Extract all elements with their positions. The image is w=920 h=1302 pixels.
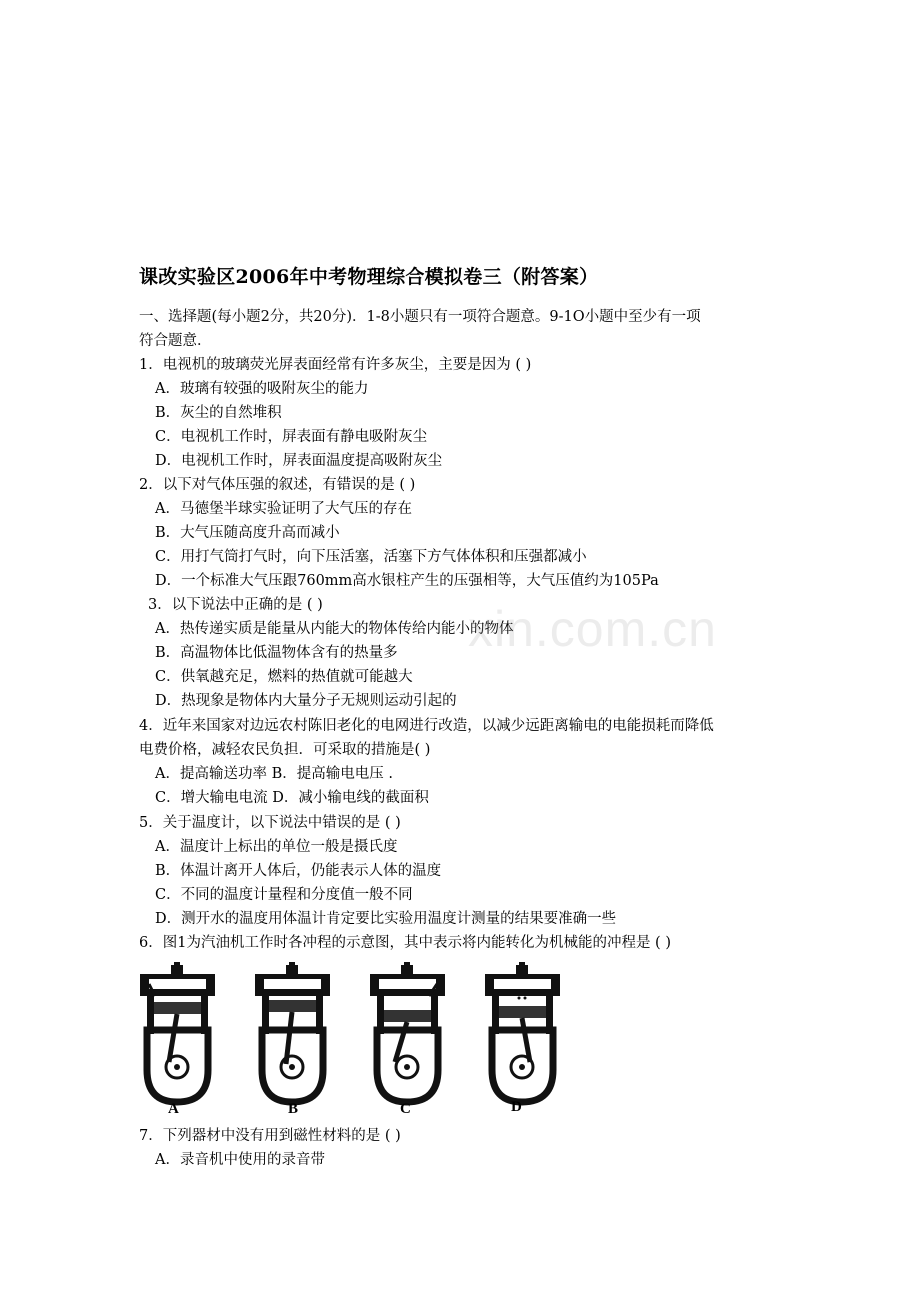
question-1-option-c: C．电视机工作时，屏表面有静电吸附灰尘 bbox=[155, 429, 428, 445]
engine-diagram-b bbox=[255, 962, 330, 1102]
figure-label-d: D bbox=[511, 1099, 522, 1115]
question-1-option-d: D．电视机工作时，屏表面温度提高吸附灰尘 bbox=[155, 453, 443, 469]
question-4-option-ab: A．提高输送功率 B．提高输电电压 . bbox=[155, 766, 393, 782]
question-2-option-d: D．一个标准大气压跟760mm高水银柱产生的压强相等，大气压值约为105Pa bbox=[155, 573, 659, 589]
figure-label-b: B bbox=[288, 1101, 299, 1117]
section-intro-line-1: 一、选择题(每小题2分，共20分)．1-8小题只有一项符合题意。9-1O小题中至少有一项 bbox=[139, 309, 701, 325]
question-4-stem-cont: 电费价格，减轻农民负担．可采取的措施是( ) bbox=[139, 742, 431, 758]
question-5-option-c: C．不同的温度计量程和分度值一般不同 bbox=[155, 887, 413, 903]
question-6-stem: 6．图1为汽油机工作时各冲程的示意图，其中表示将内能转化为机械能的冲程是 ( ) bbox=[139, 935, 671, 951]
question-3-stem: 3．以下说法中正确的是 ( ) bbox=[148, 597, 323, 613]
question-2-option-a: A．马德堡半球实验证明了大气压的存在 bbox=[155, 501, 412, 517]
question-5-stem: 5．关于温度计，以下说法中错误的是 ( ) bbox=[139, 815, 401, 831]
engine-diagram-a bbox=[140, 962, 215, 1102]
question-7-stem: 7．下列器材中没有用到磁性材料的是 ( ) bbox=[139, 1128, 401, 1144]
section-intro-line-2: 符合题意． bbox=[139, 333, 212, 349]
page-title: 课改实验区2006年中考物理综合模拟卷三（附答案） bbox=[139, 266, 599, 288]
question-4-stem: 4．近年来国家对边远农村陈旧老化的电网进行改造，以减少远距离输电的电能损耗而降低 bbox=[139, 718, 714, 734]
question-3-option-b: B．高温物体比低温物体含有的热量多 bbox=[155, 645, 398, 661]
question-4-option-cd: C．增大输电电流 D．减小输电线的截面积 bbox=[155, 790, 429, 806]
question-1-option-a: A．玻璃有较强的吸附灰尘的能力 bbox=[155, 381, 369, 397]
question-2-option-c: C．用打气筒打气时，向下压活塞，活塞下方气体体积和压强都减小 bbox=[155, 549, 587, 565]
figure-label-a: A bbox=[168, 1101, 179, 1117]
question-5-option-a: A．温度计上标出的单位一般是摄氏度 bbox=[155, 839, 398, 855]
question-5-option-d: D．测开水的温度用体温计肯定要比实验用温度计测量的结果要准确一些 bbox=[155, 911, 617, 927]
question-3-option-c: C．供氧越充足，燃料的热值就可能越大 bbox=[155, 669, 413, 685]
question-2-stem: 2．以下对气体压强的叙述，有错误的是 ( ) bbox=[139, 477, 416, 493]
engine-stroke-figures bbox=[135, 962, 565, 1117]
question-2-option-b: B．大气压随高度升高而减小 bbox=[155, 525, 340, 541]
engine-diagram-c bbox=[370, 962, 445, 1102]
question-7-option-a: A．录音机中使用的录音带 bbox=[155, 1152, 325, 1168]
question-1-option-b: B．灰尘的自然堆积 bbox=[155, 405, 282, 421]
watermark-text: xin.com.cn bbox=[468, 601, 717, 657]
question-1-stem: 1．电视机的玻璃荧光屏表面经常有许多灰尘，主要是因为 ( ) bbox=[139, 357, 532, 373]
figure-label-c: C bbox=[400, 1101, 411, 1117]
engine-diagram-d bbox=[485, 962, 560, 1102]
question-5-option-b: B．体温计离开人体后，仍能表示人体的温度 bbox=[155, 863, 442, 879]
question-3-option-d: D．热现象是物体内大量分子无规则运动引起的 bbox=[155, 693, 457, 709]
question-3-option-a: A．热传递实质是能量从内能大的物体传给内能小的物体 bbox=[155, 621, 514, 637]
